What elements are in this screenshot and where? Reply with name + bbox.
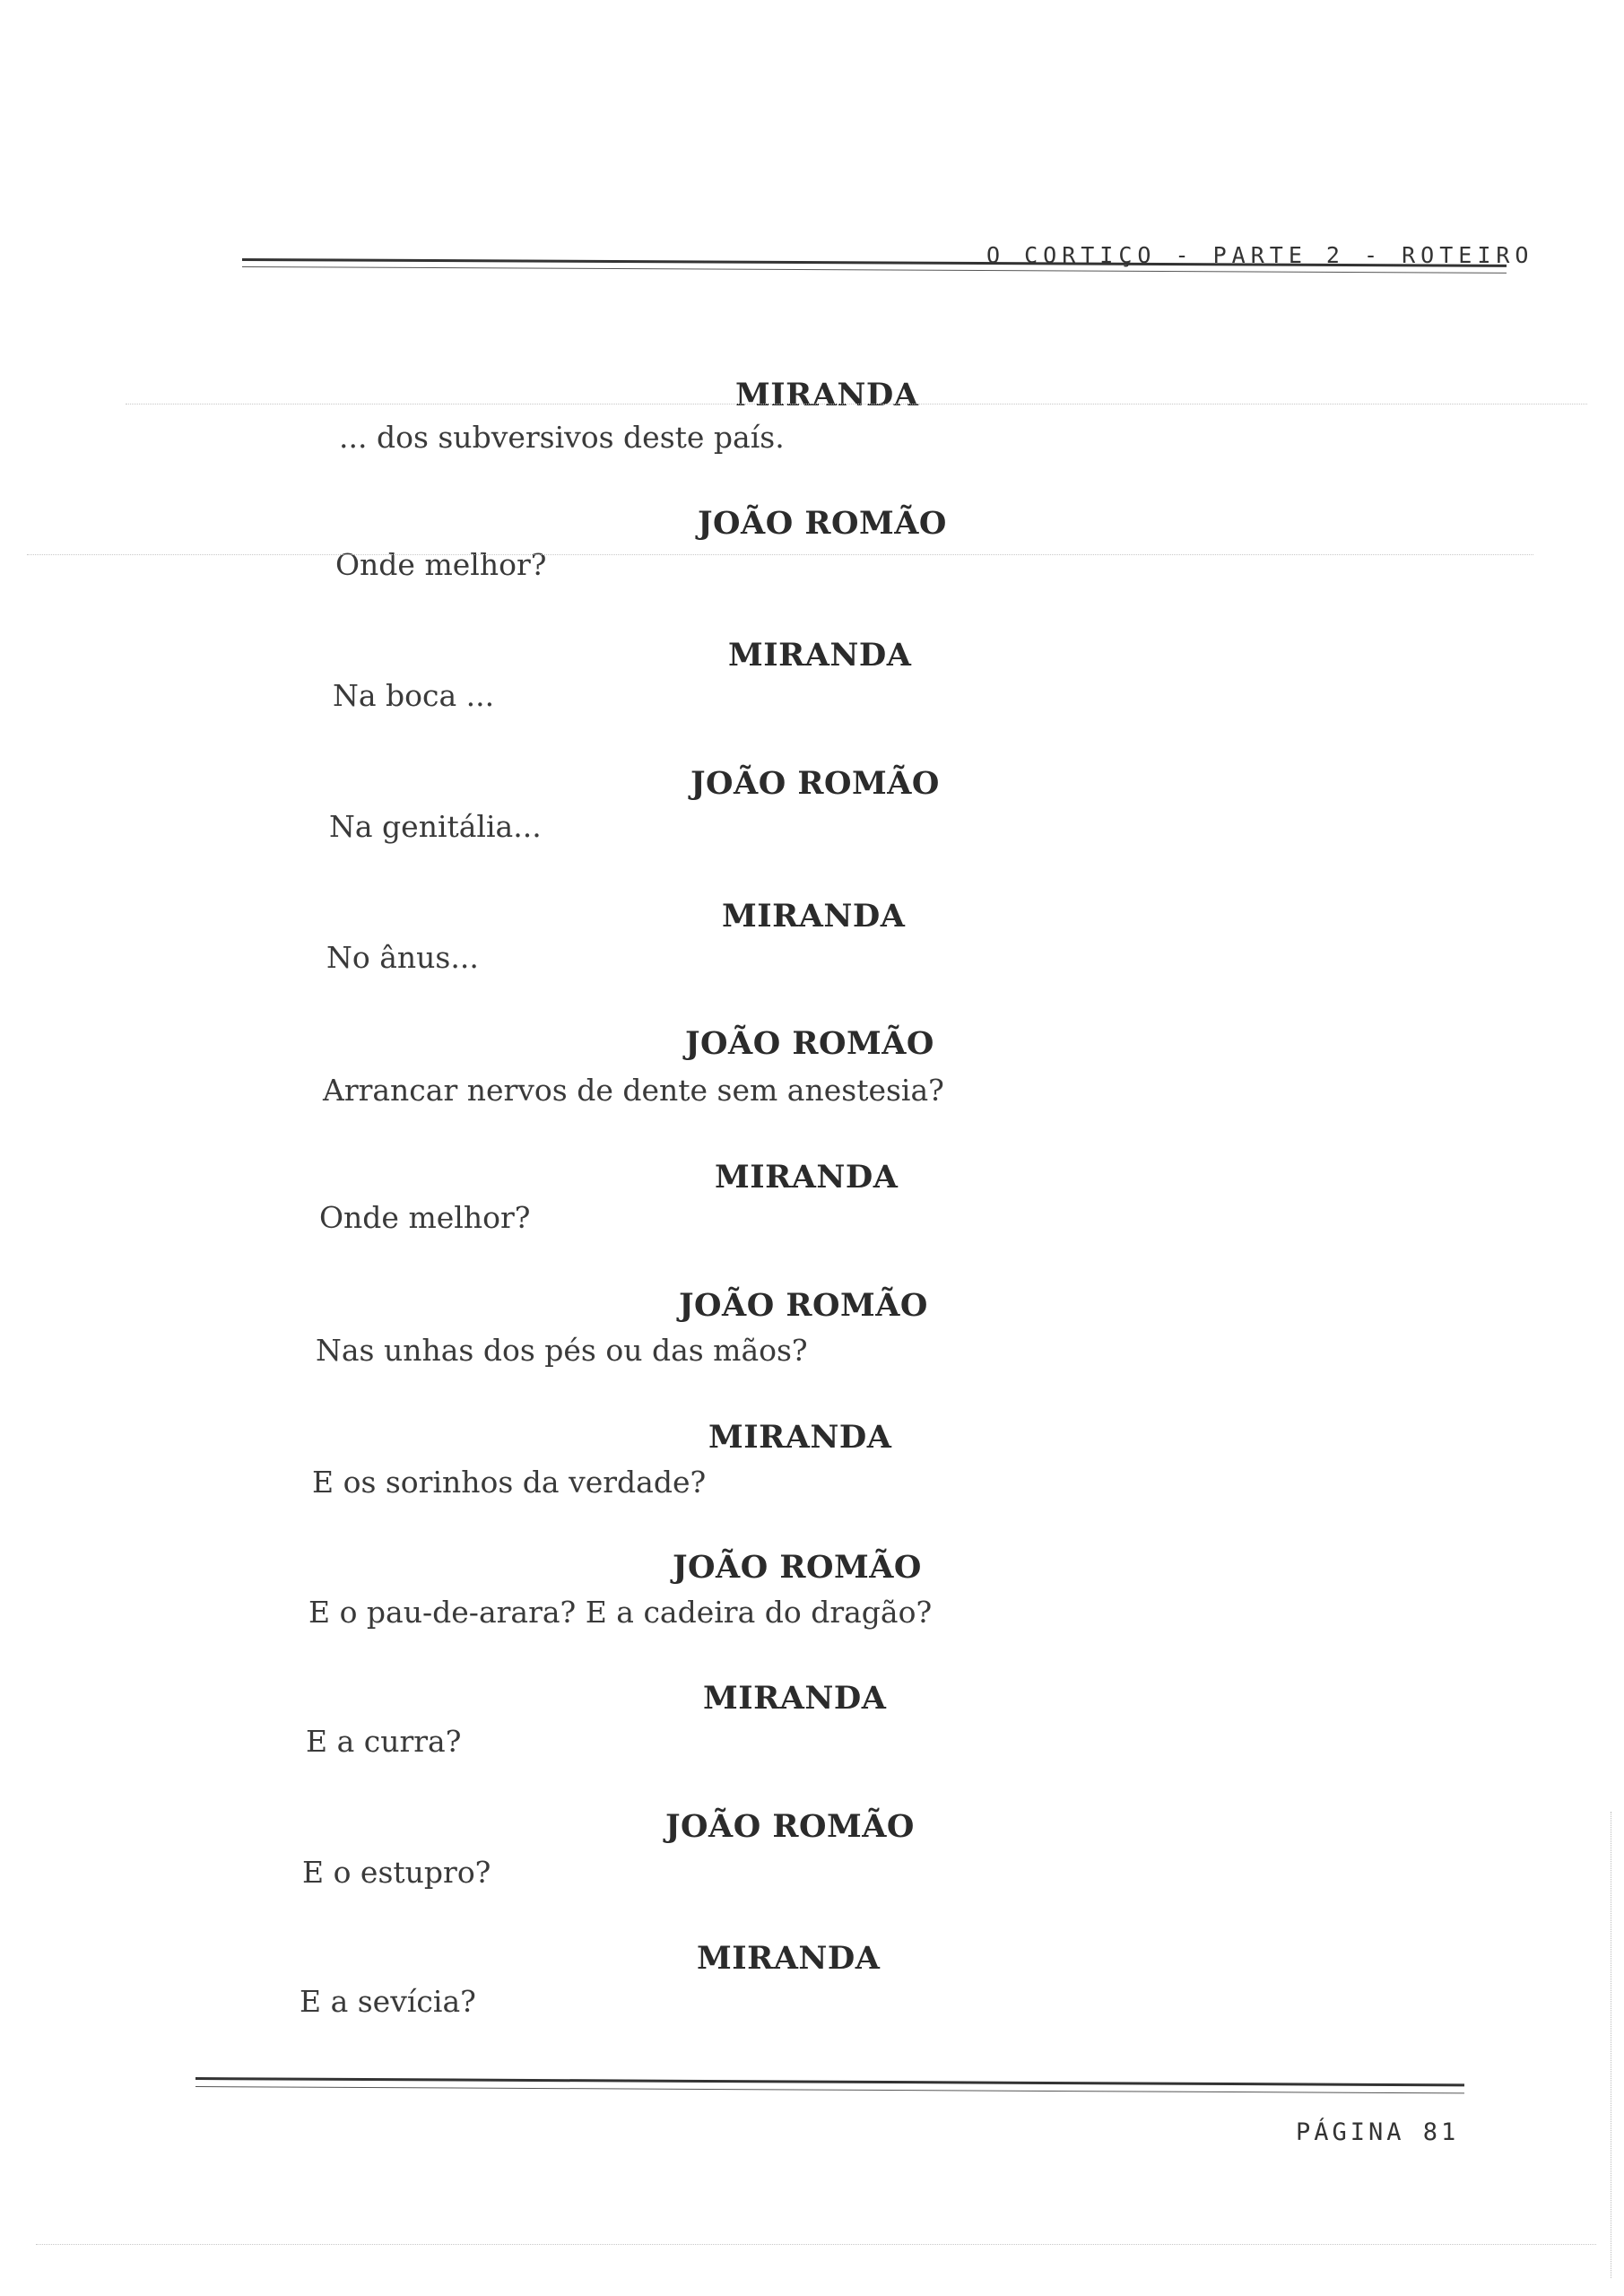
- dialogue-line: E a sevícia?: [300, 1984, 476, 2019]
- speaker-name: MIRANDA: [722, 898, 906, 935]
- speaker-name: MIRANDA: [708, 1419, 892, 1456]
- speaker-name: MIRANDA: [703, 1680, 887, 1717]
- scan-speck-line: [27, 554, 1533, 555]
- page-number: PÁGINA 81: [1296, 2118, 1460, 2146]
- speaker-name: MIRANDA: [697, 1940, 881, 1977]
- speaker-name: MIRANDA: [735, 377, 919, 413]
- footer-rule-bottom: [195, 2086, 1464, 2093]
- dialogue-line: E os sorinhos da verdade?: [312, 1465, 707, 1500]
- speaker-name: JOÃO ROMÃO: [698, 505, 947, 542]
- footer-rule-top: [195, 2077, 1464, 2086]
- speaker-name: JOÃO ROMÃO: [679, 1287, 928, 1324]
- speaker-name: JOÃO ROMÃO: [685, 1025, 934, 1062]
- scan-speck-line: [36, 2244, 1596, 2245]
- dialogue-line: ... dos subversivos deste país.: [339, 420, 785, 455]
- speaker-name: JOÃO ROMÃO: [665, 1808, 915, 1845]
- speaker-name: JOÃO ROMÃO: [690, 765, 940, 802]
- dialogue-line: E o pau-de-arara? E a cadeira do dragão?: [308, 1595, 933, 1630]
- speaker-name: MIRANDA: [728, 637, 912, 674]
- dialogue-line: Na genitália...: [329, 809, 542, 844]
- dialogue-line: E a curra?: [306, 1724, 462, 1759]
- dialogue-line: No ânus...: [326, 940, 479, 975]
- dialogue-line: Onde melhor?: [335, 547, 547, 582]
- dialogue-line: Na boca ...: [333, 678, 495, 713]
- dialogue-line: Nas unhas dos pés ou das mãos?: [316, 1333, 808, 1368]
- speaker-name: MIRANDA: [715, 1159, 899, 1196]
- speaker-name: JOÃO ROMÃO: [673, 1549, 922, 1586]
- dialogue-line: Arrancar nervos de dente sem anestesia?: [323, 1073, 944, 1108]
- dialogue-line: E o estupro?: [302, 1855, 491, 1890]
- dialogue-line: Onde melhor?: [319, 1200, 531, 1235]
- page-header-title: O CORTIÇO - PARTE 2 - ROTEIRO: [986, 242, 1534, 268]
